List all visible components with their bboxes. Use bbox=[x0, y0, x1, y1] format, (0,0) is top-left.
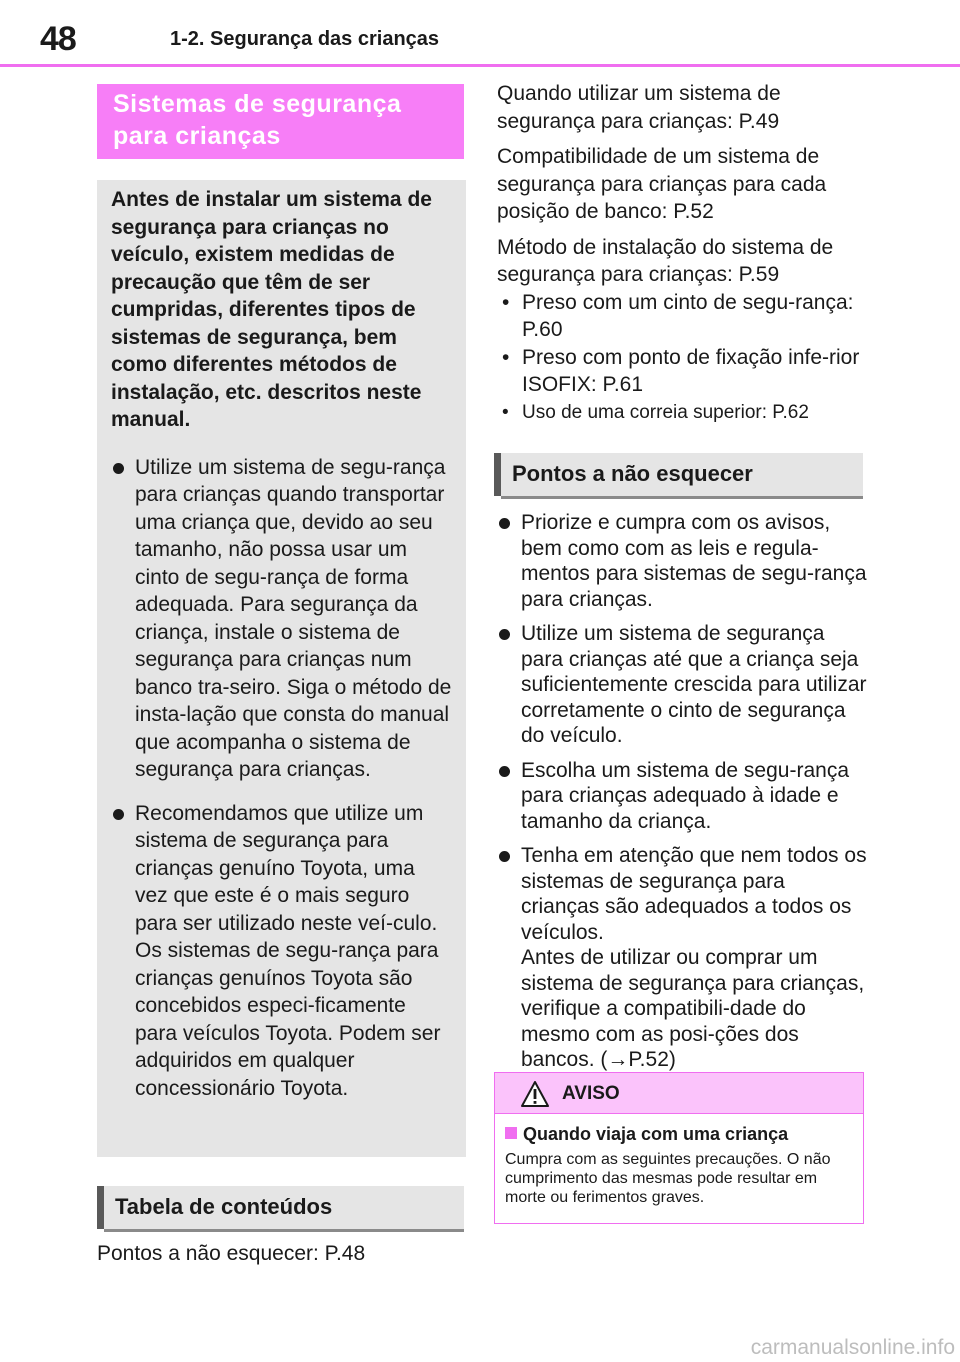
bullet-dot-icon bbox=[113, 463, 124, 474]
warning-title-text: Quando viaja com uma criança bbox=[523, 1124, 789, 1144]
toc-sub-item bbox=[497, 289, 877, 344]
toc-sub-marker: • bbox=[502, 401, 509, 423]
toc-sub-item bbox=[497, 344, 877, 399]
bullet-dot-icon bbox=[499, 629, 510, 640]
remember-bullet bbox=[497, 843, 867, 1073]
remember-bullet bbox=[497, 758, 867, 835]
remember-bullet bbox=[497, 510, 867, 612]
square-bullet-icon bbox=[505, 1127, 517, 1139]
toc-sub-item-text: Preso com um cinto de segu-rança: P.60 bbox=[522, 290, 854, 341]
warning-title bbox=[505, 1122, 853, 1146]
intro-bullet-list bbox=[111, 454, 452, 1103]
intro-bullet-text: Recomendamos que utilize um sistema de segurança para crianças genuíno Toyota, uma vez que este é o mais seguro para ser utilizado neste veí-culo. Os sistemas de segu-rança para crianças genuínos Toyota são concebidos especi-ficamente para veículos Toyota. Podem ser adquiridos em qualquer concessionário Toyota. bbox=[135, 801, 441, 1100]
intro-bullet bbox=[111, 800, 452, 1103]
toc-sub-marker: • bbox=[502, 345, 510, 369]
warning-triangle-icon bbox=[521, 1081, 549, 1107]
toc-sub-list bbox=[497, 289, 877, 427]
bullet-dot-icon bbox=[499, 851, 510, 862]
warning-text: Cumpra com as seguintes precauções. O não cumprimento das mesmas pode resultar em morte ou ferimentos graves. bbox=[505, 1151, 831, 1206]
intro-bullet-text: Utilize um sistema de segu-rança para crianças quando transportar uma criança que, devido ao seu tamanho, não possa usar um cinto de segu-rança de forma adequada. Para segurança da criança, instale o sistema de segurança para crianças num banco tra-seiro. Siga o método de insta-lação que consta do manual que acompanha o sistema de segurança para crianças. bbox=[135, 455, 452, 781]
bullet-dot-icon bbox=[113, 809, 124, 820]
page-header bbox=[0, 0, 960, 70]
watermark: carmanualsonline.info bbox=[750, 1336, 955, 1359]
section-label: 1-2. Segurança das crianças bbox=[170, 28, 440, 50]
toc-item-1: Pontos a não esquecer: P.48 bbox=[97, 1242, 366, 1265]
section-title-line-2: para crianças bbox=[113, 122, 281, 150]
warning-box bbox=[494, 1072, 864, 1224]
remember-bullet-text: Tenha em atenção que nem todos os sistemas de segurança para crianças são adequados a todos os veículos. bbox=[521, 844, 867, 944]
toc-sub-item-text: Preso com ponto de fixação infe-rior ISOFIX: P.61 bbox=[522, 345, 860, 396]
toc-item-3: Compatibilidade de um sistema de segurança para crianças para cada posição de banco: P.52 bbox=[497, 145, 827, 223]
remember-heading: Pontos a não esquecer bbox=[494, 453, 863, 496]
toc-heading: Tabela de conteúdos bbox=[97, 1186, 464, 1229]
page-number: 48 bbox=[40, 20, 76, 58]
remember-bullet-text: Utilize um sistema de segurança para crianças até que a criança seja suficientemente crescida para utilizar corretamente o cinto de segurança do veículo. bbox=[521, 622, 867, 747]
bullet-dot-icon bbox=[499, 518, 510, 529]
intro-box bbox=[97, 180, 466, 1157]
remember-bullet-text: Escolha um sistema de segu-rança para crianças adequado à idade e tamanho da criança. bbox=[521, 758, 849, 833]
remember-bullet-text: Priorize e cumpra com os avisos, bem como com as leis e regula-mentos para sistemas de segu-rança para crianças. bbox=[521, 511, 867, 611]
remember-bullet bbox=[497, 621, 867, 749]
intro-lead: Antes de instalar um sistema de segurança para crianças no veículo, existem medidas de precaução que têm de ser cumpridas, diferentes tipos de sistemas de segurança, bem como diferentes métodos de instalação, etc. descritos neste manual. bbox=[111, 188, 432, 431]
bullet-dot-icon bbox=[499, 766, 510, 777]
warning-body bbox=[495, 1114, 863, 1207]
toc-sub-marker: • bbox=[502, 290, 510, 314]
toc-item-4: Método de instalação do sistema de segurança para crianças: P.59 bbox=[497, 235, 834, 286]
remember-bullet-list bbox=[497, 510, 867, 1073]
remember-bullet-text: Antes de utilizar ou comprar um sistema de segurança para crianças, verifique a compatibili-dade do mesmo com as posi-ções dos bancos. (→P.52) bbox=[521, 946, 865, 1071]
section-title-box bbox=[97, 84, 464, 159]
toc-sub-item-text: Uso de uma correia superior: P.62 bbox=[522, 401, 809, 423]
intro-bullet bbox=[111, 454, 452, 784]
header-rule bbox=[0, 64, 960, 67]
toc-sub-item bbox=[497, 399, 877, 427]
section-title-line-1: Sistemas de segurança bbox=[113, 90, 402, 118]
toc-continued bbox=[497, 80, 877, 426]
toc-item-2: Quando utilizar um sistema de segurança para crianças: P.49 bbox=[497, 82, 781, 133]
warning-label: AVISO bbox=[562, 1083, 620, 1104]
warning-header bbox=[495, 1073, 863, 1114]
